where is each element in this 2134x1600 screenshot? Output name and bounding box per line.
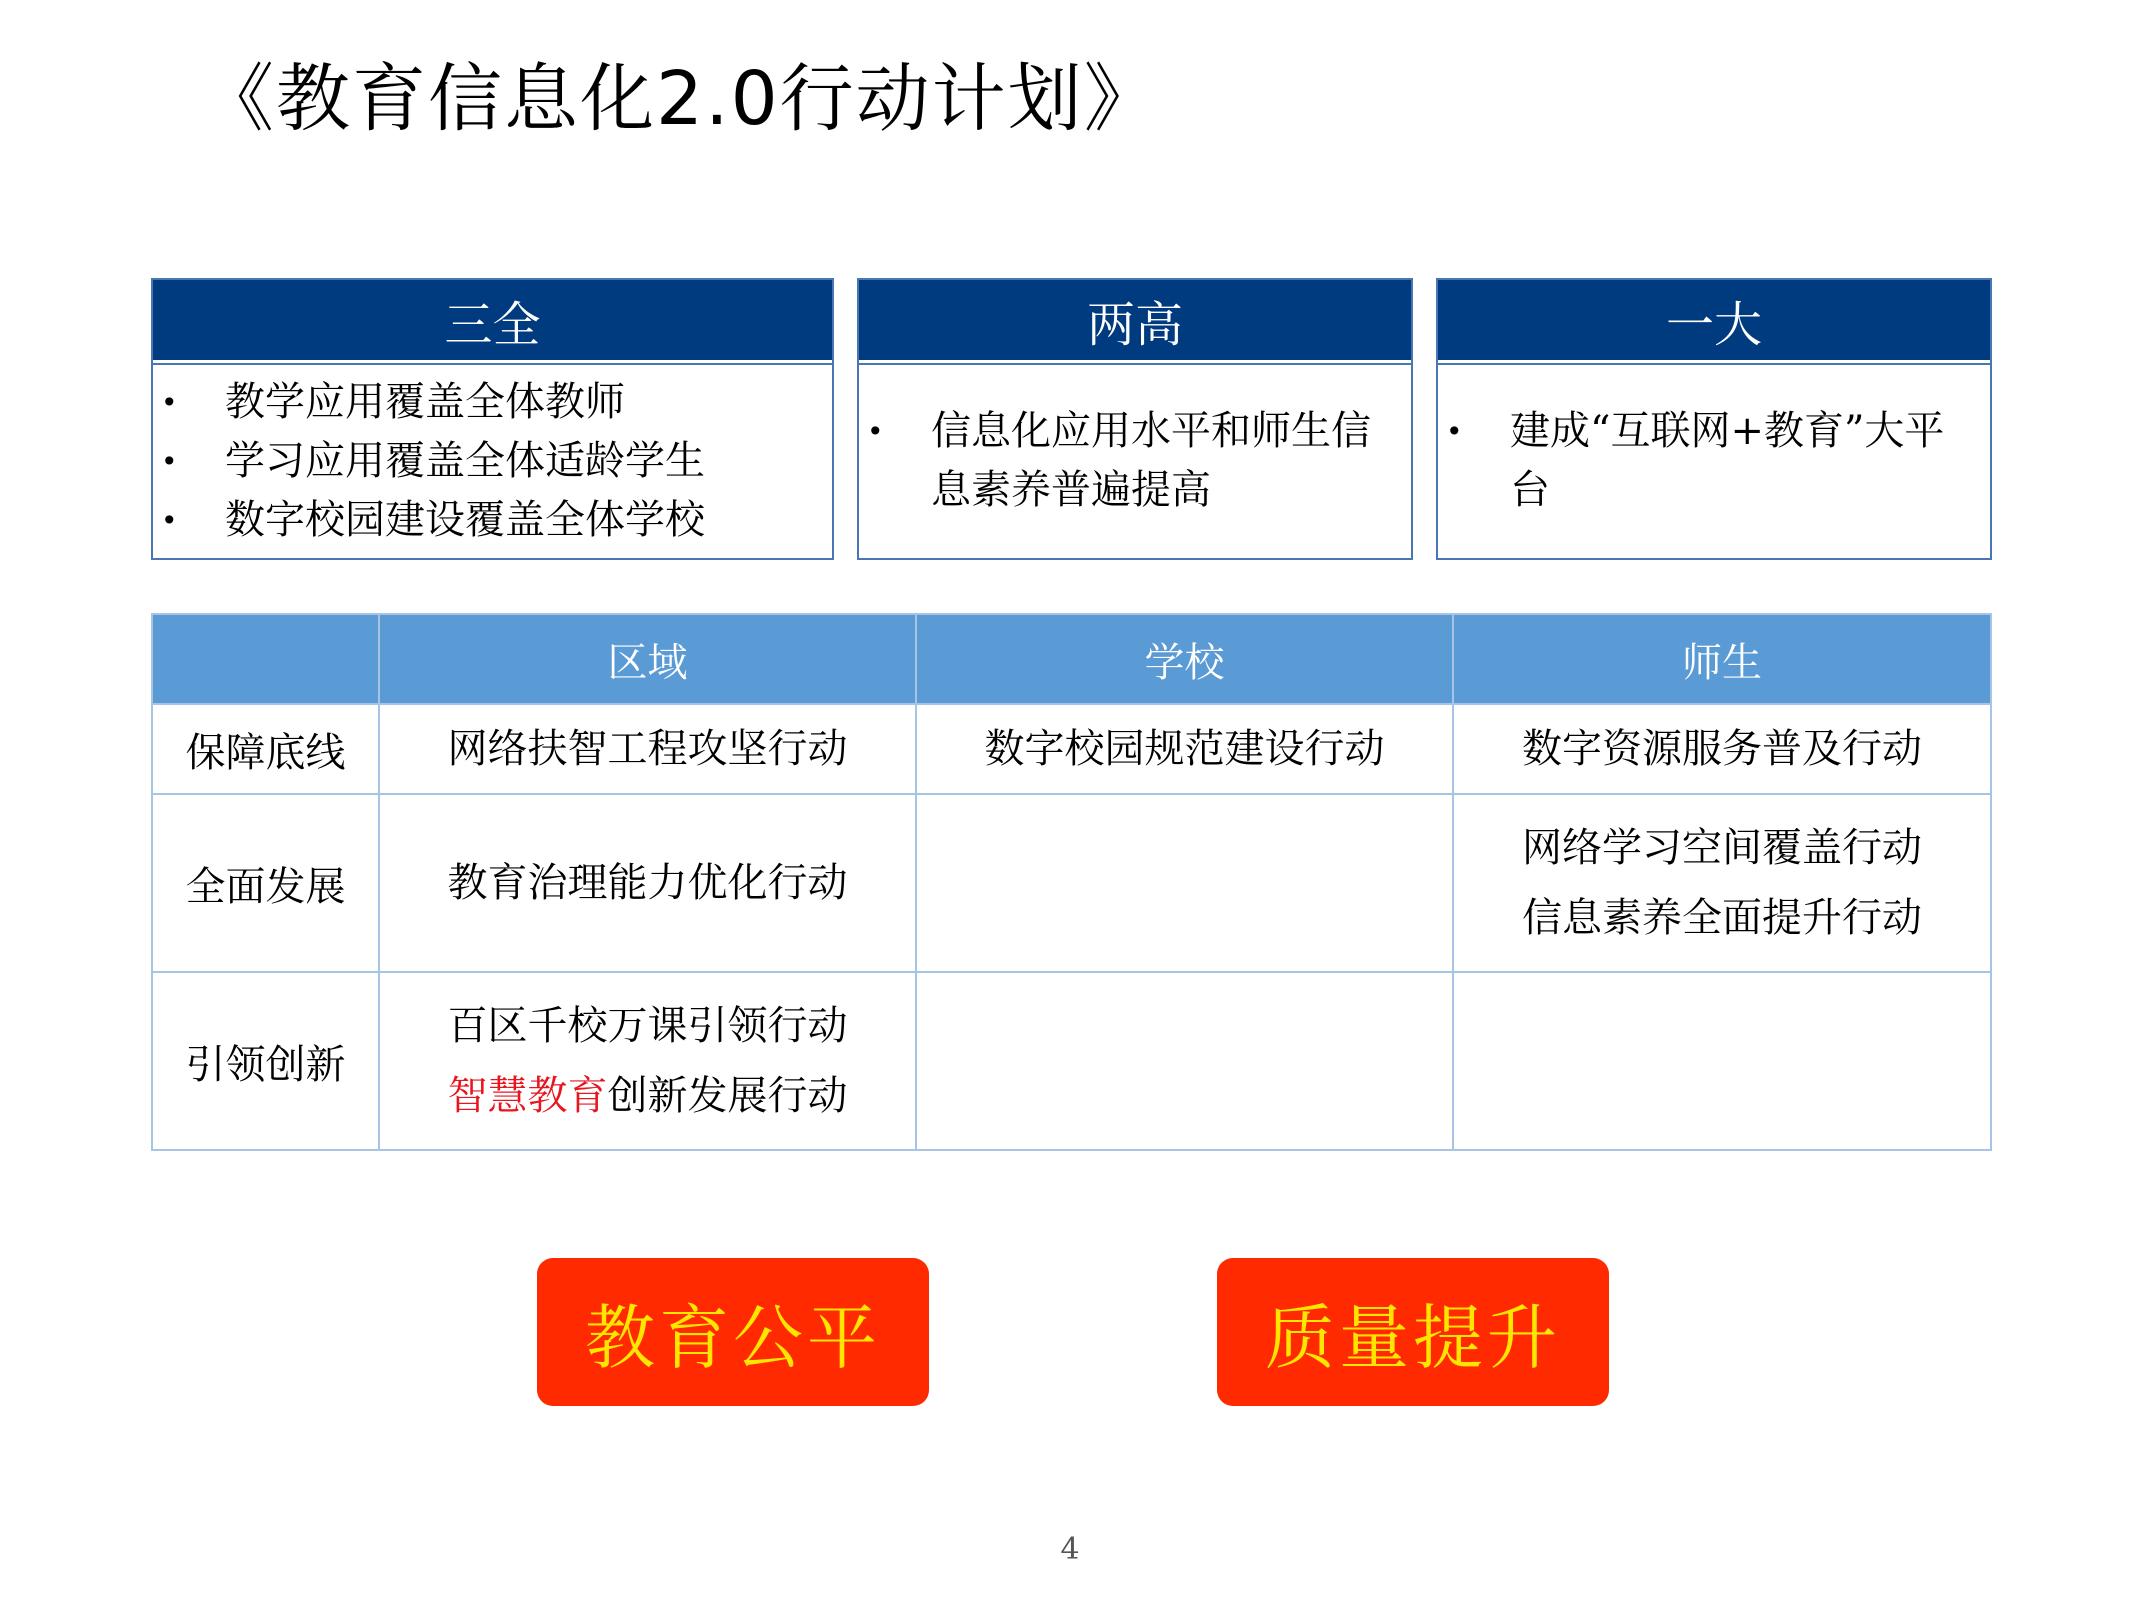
cell-line: 信息素养全面提升行动 bbox=[1522, 895, 1922, 941]
table-row bbox=[152, 704, 1991, 794]
cell-line: 网络扶智工程攻坚行动 bbox=[447, 726, 848, 772]
bullet-dot: • bbox=[161, 503, 178, 537]
card-heading: 两高 bbox=[859, 280, 1411, 363]
card-liang-gao bbox=[857, 278, 1413, 560]
cell-people bbox=[1453, 972, 1991, 1150]
cell-people bbox=[1453, 704, 1991, 794]
bullet-item bbox=[153, 432, 816, 491]
bullet-dot: • bbox=[1446, 415, 1463, 448]
card-body bbox=[1438, 363, 1990, 559]
cell-school bbox=[916, 794, 1453, 972]
cell-school bbox=[916, 704, 1453, 794]
table-row bbox=[152, 972, 1991, 1150]
cell-line: 教育治理能力优化行动 bbox=[447, 860, 848, 906]
cell-people bbox=[1453, 794, 1991, 972]
card-heading: 三全 bbox=[153, 280, 832, 363]
row-label: 保障底线 bbox=[152, 704, 379, 794]
highlight-text: 智慧教育 bbox=[447, 1073, 608, 1119]
table-header-row bbox=[152, 614, 1991, 704]
bullet-dot: • bbox=[161, 385, 178, 419]
cell-line: 数字校园规范建设行动 bbox=[984, 726, 1385, 772]
bullet-text: 数字校园建设覆盖全体学校 bbox=[225, 496, 705, 543]
cell-line-rest: 创新发展行动 bbox=[607, 1073, 848, 1119]
cell-region bbox=[379, 794, 916, 972]
bullet-dot: • bbox=[161, 444, 178, 478]
bullet-text: 学习应用覆盖全体适龄学生 bbox=[225, 437, 705, 484]
bullet-text: 信息化应用水平和师生信息素养普遍提高 bbox=[931, 408, 1371, 513]
bullet-item bbox=[153, 491, 816, 550]
table-row bbox=[152, 794, 1991, 972]
quality-improvement-button[interactable]: 质量提升 bbox=[1217, 1258, 1609, 1406]
cell-school bbox=[916, 972, 1453, 1150]
action-matrix-table bbox=[151, 613, 1992, 1151]
header-cell-people: 师生 bbox=[1453, 614, 1991, 704]
bullet-text: 教学应用覆盖全体教师 bbox=[225, 378, 625, 425]
page-title: 《教育信息化2.0行动计划》 bbox=[200, 56, 1160, 142]
bullet-dot: • bbox=[867, 415, 884, 448]
header-cell-empty bbox=[152, 614, 379, 704]
card-san-quan bbox=[151, 278, 834, 560]
bullet-text: 建成“互联网+教育”大平台 bbox=[1510, 408, 1945, 513]
bullet-item bbox=[859, 402, 1395, 520]
cell-region bbox=[379, 972, 916, 1150]
card-body bbox=[859, 363, 1411, 559]
education-fairness-button[interactable]: 教育公平 bbox=[537, 1258, 929, 1406]
cell-line bbox=[380, 1061, 915, 1131]
header-cell-region: 区域 bbox=[379, 614, 916, 704]
cell-region bbox=[379, 704, 916, 794]
card-yi-da bbox=[1436, 278, 1992, 560]
cell-line: 百区千校万课引领行动 bbox=[447, 1003, 848, 1049]
card-heading: 一大 bbox=[1438, 280, 1990, 363]
card-body bbox=[153, 363, 832, 559]
cell-line: 数字资源服务普及行动 bbox=[1522, 726, 1922, 772]
cell-line: 网络学习空间覆盖行动 bbox=[1522, 825, 1922, 871]
bullet-item bbox=[1438, 402, 1974, 520]
bullet-item bbox=[153, 373, 816, 432]
header-cell-school: 学校 bbox=[916, 614, 1453, 704]
row-label: 全面发展 bbox=[152, 794, 379, 972]
row-label: 引领创新 bbox=[152, 972, 379, 1150]
page-number: 4 bbox=[1060, 1532, 1080, 1567]
